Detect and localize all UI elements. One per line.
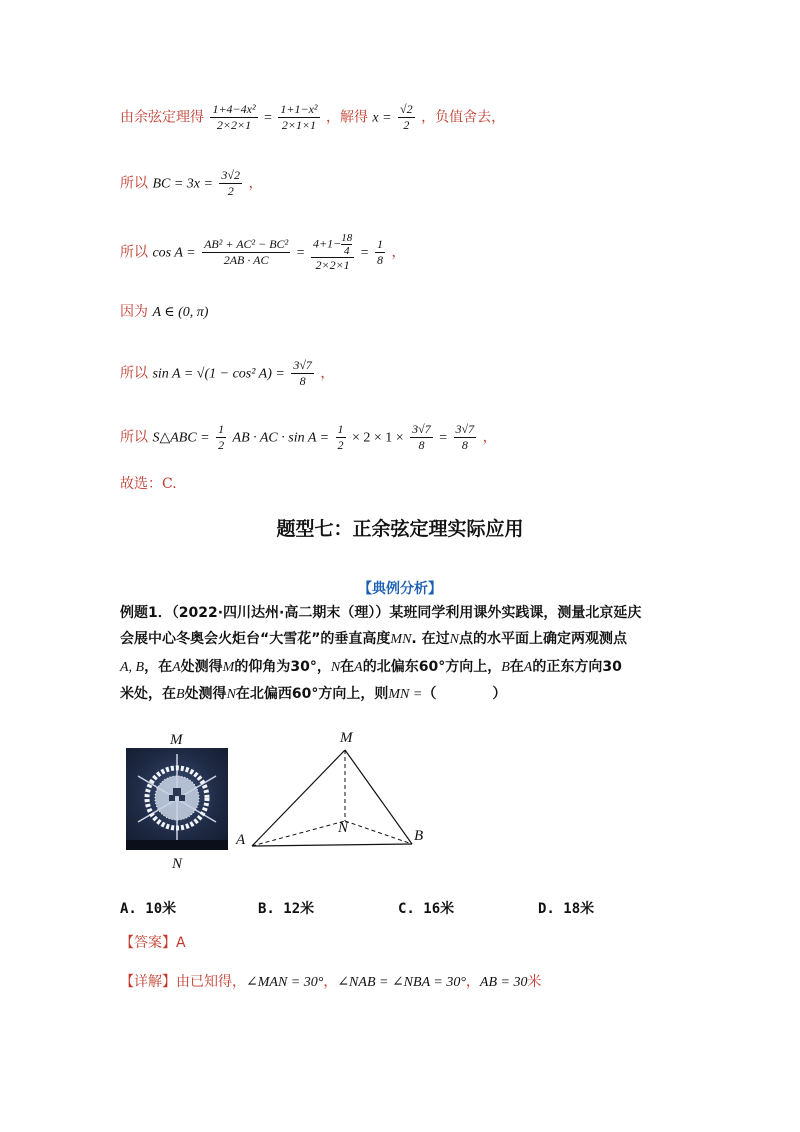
solution-line-1: 由余弦定理得 $\frac{\text{1+4−4x²}}{2\times 2\times 1}$ = $\frac{\text{1+1−x²}}{2\times 1\times 1}$ ，解得 x = $\frac{√2}{2}$ ，负值舍去， <box>120 102 506 132</box>
option-d: D. 18米 <box>538 901 595 917</box>
geometry-diagram <box>230 728 440 854</box>
edge-an <box>252 821 345 846</box>
option-c: C. 16米 <box>398 901 455 917</box>
photo-label-n: N <box>172 856 183 872</box>
snowflake-photo <box>126 748 228 850</box>
option-a: A. 10米 <box>120 901 177 917</box>
fraction: $\frac{\text{1+1−x²}}{2\times 1\times 1}$ <box>280 102 318 132</box>
photo-label-m: M <box>170 732 183 748</box>
solution-line-2: 所以 BC = 3x = $\frac{3√2}{2}$ ， <box>120 168 263 198</box>
label-m: M <box>340 730 353 746</box>
example-line-1: 例题1．（2022·四川达州·高二期末（理））某班同学利用课外实践课，测量北京延庆 <box>120 605 642 621</box>
fraction: $\frac{3√7}{8}$ <box>293 358 312 388</box>
label-n: N <box>338 820 349 836</box>
label-a: A <box>236 832 246 848</box>
edge-mb <box>345 750 412 844</box>
fraction: $\frac{3√7}{8}$ <box>455 422 475 452</box>
label-b: B <box>414 828 424 844</box>
nested-fraction: 4+1− $\frac{18}{4}$ 2×2×1 <box>312 232 353 272</box>
text: 由余弦定理得 <box>120 109 204 126</box>
snowflake-icon <box>126 748 228 850</box>
section-title: 题型七：正余弦定理实际应用 <box>276 518 524 540</box>
solution-line-6: 所以 S△ABC = $\frac{1}{2}$ AB · AC · sin A = $\frac{1}{2}$ × 2 × 1 × $\frac{3√7}{8}$ = $\frac{3√7}{8}$ ， <box>120 422 497 452</box>
answer-value: A <box>176 935 186 951</box>
fraction: $\frac{1}{2}$ <box>337 422 344 452</box>
solution-line-4: 因为 A ∈ (0, π) <box>120 304 209 320</box>
fraction: $\frac{\text{AB² + AC² − BC²}}{2AB \cdot AC}$ <box>204 237 289 267</box>
fraction: $\frac{1}{8}$ <box>377 237 383 267</box>
detail-line: 【详解】由已知得，∠MAN = 30°，∠NAB = ∠NBA = 30°，AB = 30米 <box>120 974 542 990</box>
edge-nb <box>345 821 412 844</box>
edge-ab <box>252 844 412 846</box>
example-line-4: 米处，在B处测得N在北偏西60°方向上，则MN =（ ） <box>120 686 507 702</box>
solution-line-5: 所以 sin A = √(1 − cos² A) = $\frac{3√7}{8}$ ， <box>120 358 335 388</box>
solution-conclusion: 故选：C. <box>120 476 177 492</box>
section-subheading: 【典例分析】 <box>358 581 442 597</box>
fraction: $\frac{3√7}{8}$ <box>412 422 431 452</box>
fraction: $\frac{3√2}{2}$ <box>221 168 240 198</box>
fraction: $\frac{\text{1+4−4x²}}{2\times 2\times 1}$ <box>212 102 256 132</box>
edge-ma <box>252 750 345 846</box>
example-line-2: 会展中心冬奥会火炬台“大雪花”的垂直高度MN. 在过N点的水平面上确定两观测点 <box>120 631 627 647</box>
example-line-3: A, B，在A处测得M的仰角为30°，N在A的北偏东60°方向上，B在A的正东方向30 <box>120 659 622 675</box>
answer-line <box>120 933 186 953</box>
answer-tag: 【答案】 <box>120 935 176 951</box>
detail-tag: 【详解】 <box>120 974 176 990</box>
fraction: $\frac{√2}{2}$ <box>400 102 413 132</box>
option-b: B. 12米 <box>258 901 315 917</box>
fraction: $\frac{1}{2}$ <box>218 422 225 452</box>
solution-line-3: 所以 cos A = $\frac{\text{AB² + AC² − BC²}}{2AB \cdot AC}$ = 4+1− $\frac{18}{4}$ 2×2×1 = $\frac{1}{8}$ ， <box>120 232 406 272</box>
